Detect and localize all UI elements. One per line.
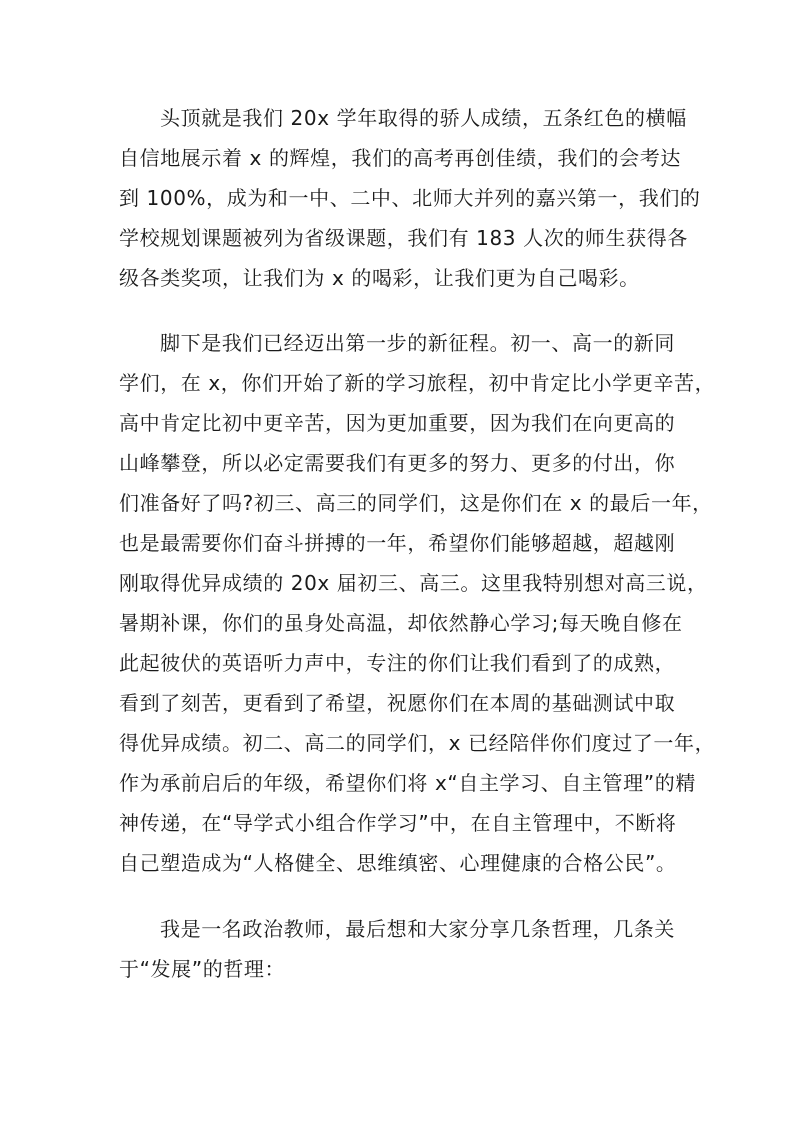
paragraph-line: 自己塑造成为“人格健全、思维缜密、心理健康的合格公民”。	[119, 851, 677, 875]
paragraph-line: 暑期补课，你们的虽身处高温，却依然静心学习;每天晚自修在	[119, 611, 683, 635]
paragraph-line: 头顶就是我们 20x 学年取得的骄人成绩，五条红色的横幅	[160, 106, 687, 130]
paragraph-line: 神传递，在“导学式小组合作学习”中，在自主管理中，不断将	[119, 811, 677, 835]
paragraph-line: 们准备好了吗?初三、高三的同学们，这是你们在 x 的最后一年，	[119, 491, 713, 515]
paragraph-line: 也是最需要你们奋斗拼搏的一年，希望你们能够超越，超越刚	[119, 531, 676, 555]
paragraph-line: 作为承前启后的年级，希望你们将 x“自主学习、自主管理”的精	[119, 771, 696, 795]
paragraph-line: 得优异成绩。初二、高二的同学们，x 已经陪伴你们度过了一年，	[119, 731, 716, 755]
paragraph-line: 我是一名政治教师，最后想和大家分享几条哲理，几条关	[160, 917, 675, 941]
paragraph-line: 到 100%，成为和一中、二中、北师大并列的嘉兴第一，我们的	[119, 186, 701, 210]
paragraph-line: 此起彼伏的英语听力声中，专注的你们让我们看到了的成熟，	[119, 651, 676, 675]
paragraph-line: 刚取得优异成绩的 20x 届初三、高三。这里我特别想对高三说，	[119, 571, 708, 595]
paragraph-line: 高中肯定比初中更辛苦，因为更加重要，因为我们在向更高的	[119, 411, 676, 435]
paragraph-line: 脚下是我们已经迈出第一步的新征程。初一、高一的新同	[160, 331, 675, 355]
paragraph-line: 学校规划课题被列为省级课题，我们有 183 人次的师生获得各	[119, 226, 688, 250]
paragraph-line: 看到了刻苦，更看到了希望，祝愿你们在本周的基础测试中取	[119, 691, 676, 715]
paragraph-line: 自信地展示着 x 的辉煌，我们的高考再创佳绩，我们的会考达	[119, 146, 681, 170]
paragraph-line: 于“发展”的哲理：	[119, 957, 286, 981]
paragraph-line: 级各类奖项，让我们为 x 的喝彩，让我们更为自己喝彩。	[119, 266, 640, 290]
paragraph-line: 山峰攀登，所以必定需要我们有更多的努力、更多的付出，你	[119, 451, 676, 475]
paragraph-line: 学们，在 x，你们开始了新的学习旅程，初中肯定比小学更辛苦，	[119, 371, 716, 395]
